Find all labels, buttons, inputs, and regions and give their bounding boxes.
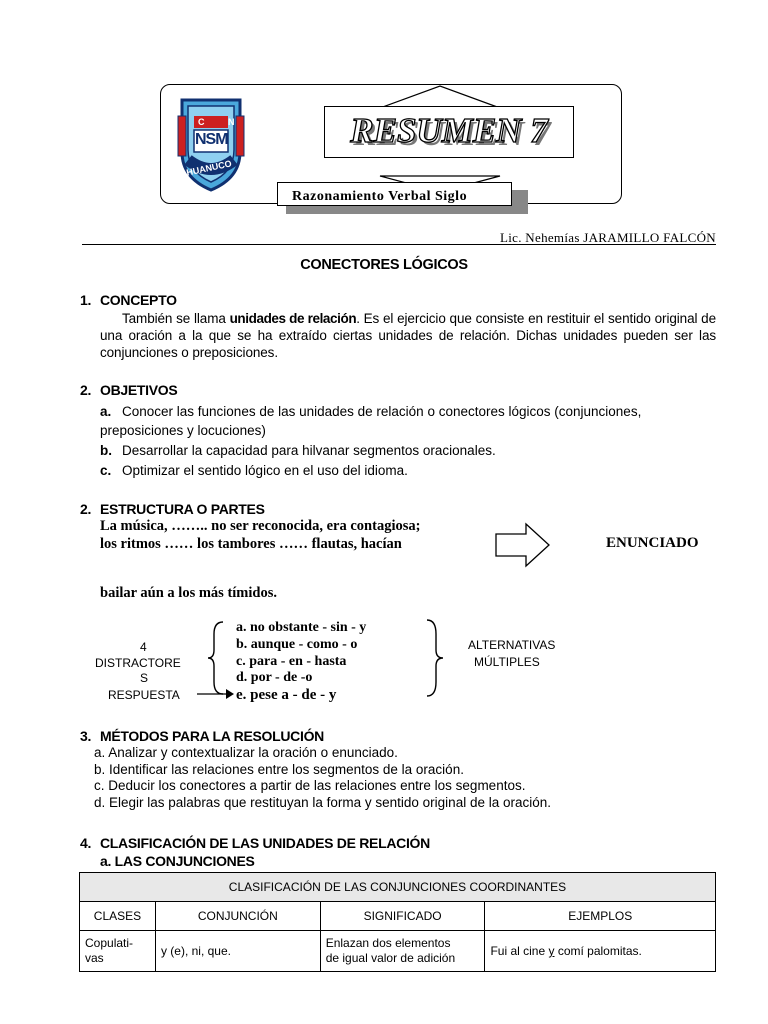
metodo-item-a: a. Analizar y contextualizar la oración o enunciado. — [94, 745, 398, 760]
metodo-item-c: c. Deducir los conectores a partir de las relaciones entre los segmentos. — [94, 778, 526, 793]
conjunciones-table — [79, 872, 716, 972]
metodos-list — [94, 745, 551, 811]
distractores-label-overflow: S — [140, 671, 149, 685]
logo-acronym: NSM — [195, 131, 228, 148]
alternativas-label: ALTERNATIVAS — [468, 638, 556, 652]
example-line-2: los ritmos …… los tambores …… flautas, hacían — [100, 536, 402, 552]
distractores-label: DISTRACTORE — [95, 656, 181, 670]
logo-city: HUANUCO — [185, 158, 233, 178]
concepto-paragraph: También se llama unidades de relación. Es el ejercicio que consiste en restituir el sentido original de una oración a la que se ha extraído ciertas unidades de relación. Dichas unidades pueden ser las conjunciones o preposiciones. — [100, 311, 716, 360]
column-header: EJEMPLOS — [485, 902, 716, 931]
summary-title: RESUMEN 7 — [324, 106, 574, 158]
distractores-count: 4 — [140, 640, 147, 654]
conjunciones-subheading: a. LAS CONJUNCIONES — [100, 853, 255, 869]
table-caption: CLASIFICACIÓN DE LAS CONJUNCIONES COORDINANTES — [80, 873, 716, 902]
respuesta-label: RESPUESTA — [108, 688, 180, 702]
alternative-e-answer: e. pese a - de - y — [236, 687, 337, 703]
alternative-c: c. para - en - hasta — [236, 654, 347, 669]
logo-letter-n: N — [228, 117, 235, 127]
column-header: SIGNIFICADO — [320, 902, 485, 931]
table-caption-row — [80, 873, 716, 902]
table-cell-clase: Copulati- vas — [80, 931, 156, 972]
objetivo-item-a: a. Conocer las funciones de las unidades de relación o conectores lógicos (conjunciones, preposiciones y locuciones) — [100, 404, 642, 438]
alternative-a: a. no obstante - sin - y — [236, 620, 367, 635]
metodo-item-b: b. Identificar las relaciones entre los segmentos de la oración. — [94, 761, 464, 777]
section-concepto-heading: 1. CONCEPTO — [80, 292, 177, 308]
section-metodos-heading: 3. MÉTODOS PARA LA RESOLUCIÓN — [80, 728, 324, 744]
table-header-row — [80, 902, 716, 931]
objetivo-item-b: b. Desarrollar la capacidad para hilvanar segmentos oracionales. — [100, 443, 496, 458]
document-title: CONECTORES LÓGICOS — [300, 257, 468, 273]
alternative-d: d. por - de -o — [236, 670, 313, 685]
table-row — [80, 931, 716, 972]
author-name: Lic. Nehemías JARAMILLO FALCÓN — [499, 230, 716, 245]
right-brace-icon — [424, 618, 446, 698]
section-clasificacion-heading: 4. CLASIFICACIÓN DE LAS UNIDADES DE RELACIÓN — [80, 835, 430, 851]
alternative-b: b. aunque - como - o — [236, 637, 358, 652]
table-cell-ejemplo: Fui al cine y comí palomitas. — [485, 931, 716, 972]
multiples-label: MÚLTIPLES — [474, 655, 540, 669]
example-line-1: La música, …….. no ser reconocida, era contagiosa; — [100, 518, 421, 534]
table-cell-significado: Enlazan dos elementos de igual valor de adición — [320, 931, 485, 972]
metodo-item-d: d. Elegir las palabras que restituyan la forma y sentido original de la oración. — [94, 794, 552, 810]
logo-letter-c: C — [198, 117, 205, 127]
objetivo-item-c: c. Optimizar el sentido lógico en el uso del idioma. — [100, 463, 408, 478]
left-brace-icon — [206, 620, 226, 696]
enunciado-label: ENUNCIADO — [606, 535, 699, 551]
subtitle-box: Razonamiento Verbal Siglo — [277, 182, 512, 206]
right-arrow-icon — [494, 522, 552, 568]
section-objetivos-heading: 2. OBJETIVOS — [80, 382, 178, 398]
column-header: CONJUNCIÓN — [155, 902, 320, 931]
column-header: CLASES — [80, 902, 156, 931]
example-line-3: bailar aún a los más tímidos. — [100, 585, 277, 601]
section-estructura-heading: 2. ESTRUCTURA O PARTES — [80, 501, 265, 517]
table-cell-conjuncion: y (e), ni, que. — [155, 931, 320, 972]
